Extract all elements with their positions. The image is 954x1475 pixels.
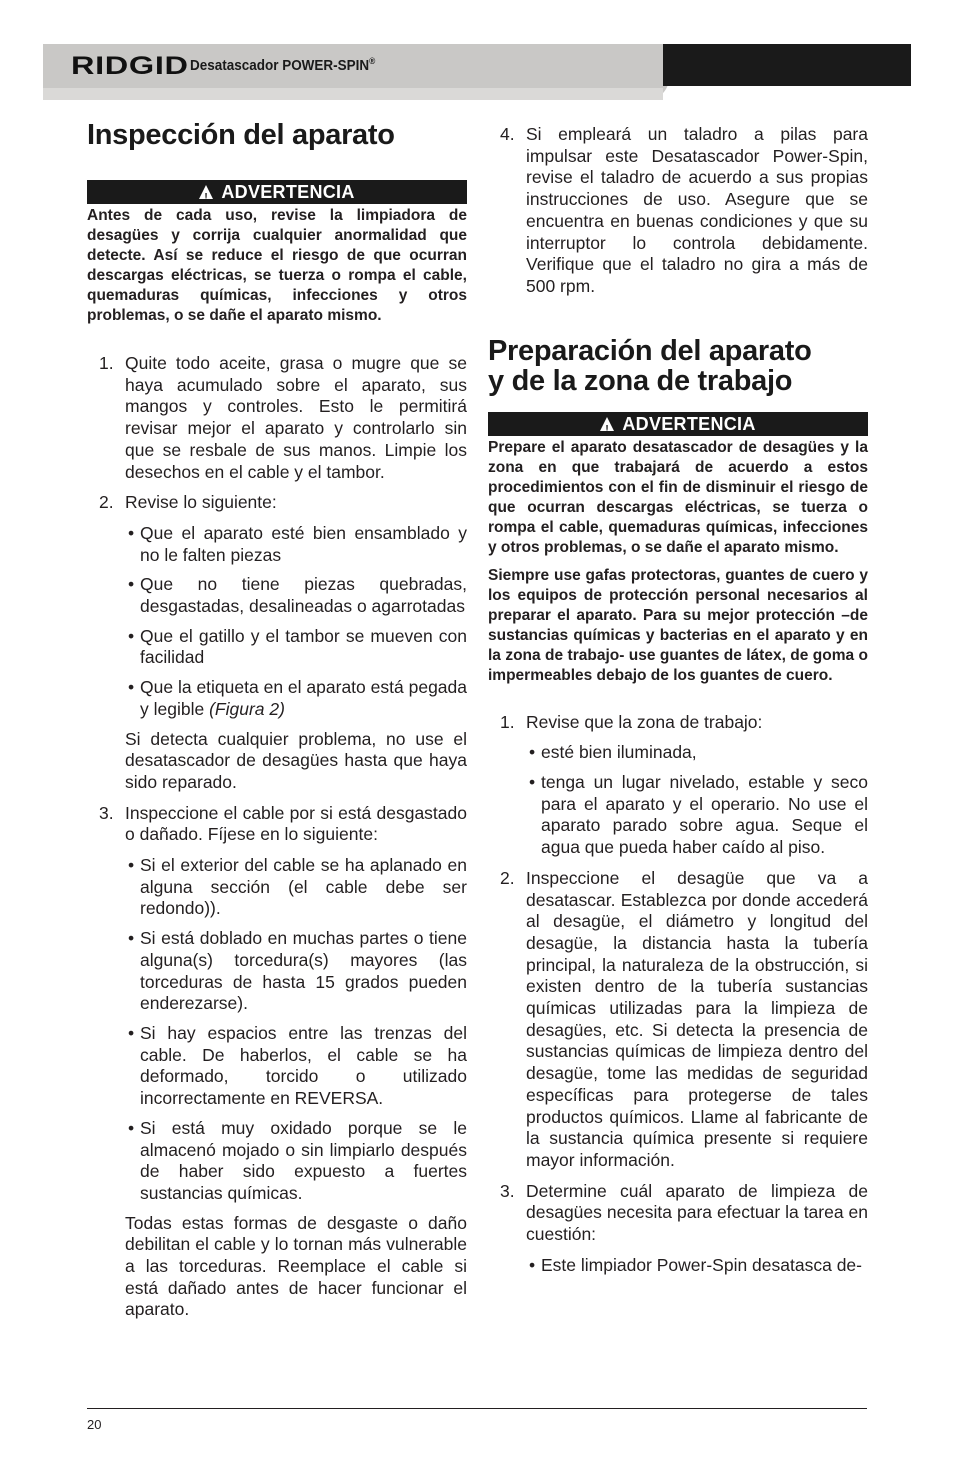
list-item-1: 1. Revise que la zona de trabajo: bbox=[500, 711, 763, 732]
warning-text: Antes de cada uso, revise la limpiadora de desagües y corrija cualquier anormalidad que detecte. Así se reduce el riesgo de que ocurran descargas eléctricas, se tuerza o rompa el cable, quemaduras químicas, infecciones y otros problemas, o se dañe el aparato mismo. bbox=[87, 207, 467, 324]
page-header bbox=[43, 44, 911, 100]
bullet-item: • Que la etiqueta en el aparato está pegada y legible (Figura 2) bbox=[128, 677, 467, 719]
item2-note: Si detecta cualquier problema, no use el desatascador de desagües hasta que haya sido reparado. bbox=[125, 728, 467, 792]
bullet-item: • Si está doblado en muchas partes o tiene alguna(s) torcedura(s) mayores (las torceduras de hasta 15 grados pueden enderezarse). bbox=[128, 928, 467, 1014]
list-item-3: 3. Inspeccione el cable por si está desgastado o dañado. Fíjese en lo siguiente: bbox=[99, 802, 467, 845]
list-item-2: 2. Revise lo siguiente: bbox=[99, 492, 277, 513]
list-item-1: 1. Quite todo aceite, grasa o mugre que se haya acumulado sobre el aparato, sus mangos y controles. Esto le permitirá revisar mejor el aparato y controlarlo sin que se resbale de sus manos. Limpie los desechos en el cable y el tambor. bbox=[99, 353, 467, 482]
bullet-item: • esté bien iluminada, bbox=[529, 742, 697, 763]
section-heading-preparacion: Preparación del aparato y de la zona de trabajo bbox=[488, 334, 812, 397]
warning-triangle-icon bbox=[199, 185, 213, 199]
warning-banner: !ADVERTENCIA bbox=[87, 180, 467, 204]
header-title: Desatascador POWER-SPIN® bbox=[190, 56, 376, 74]
bullet-item: • Este limpiador Power-Spin desatasca de- bbox=[529, 1254, 862, 1275]
figure-reference: (Figura 2) bbox=[209, 698, 285, 719]
warning-text-2: Siempre use gafas protectoras, guantes de cuero y los equipos de protección personal necesarios al preparar el aparato. Para su mejor protección –de sustancias químicas y bacterias en el aparato y en la zona de trabajo- use guantes de látex, de goma o impermeables debajo de los guantes de cuero. bbox=[488, 566, 868, 684]
header-black-block bbox=[663, 44, 911, 86]
item3-bullets bbox=[125, 855, 467, 1321]
bullet-item: • Si hay espacios entre las trenzas del cable. De haberlos, el cable se ha deformado, torcido o utilizado incorrectamente en REVERSA. bbox=[128, 1022, 467, 1109]
bullet-item: • tenga un lugar nivelado, estable y seco para el aparato y el operario. No use el aparato parado sobre agua. Seque el agua que pueda haber caído al piso. bbox=[529, 772, 868, 858]
page-number: 20 bbox=[87, 1417, 102, 1432]
item2-bullets bbox=[125, 523, 467, 794]
item3-note: Todas estas formas de desgaste o daño debilitan el cable y lo tornan más vulnerable a las torceduras. Reemplace el cable si está dañado antes de hacer funcionar el aparato. bbox=[125, 1212, 467, 1320]
footer-rule bbox=[87, 1408, 867, 1409]
item1-bullets bbox=[526, 742, 868, 859]
left-column bbox=[87, 120, 467, 1321]
warning-text-1: Prepare el aparato desatascador de desagües y la zona en que trabajará de acuerdo a estos procedimientos con el fin de disminuir el riesgo de que ocurran descargas eléctricas, se tuerza o rompa el cable, quemaduras químicas, infecciones y otros problemas, o se dañe el aparato mismo. bbox=[488, 438, 868, 556]
ridgid-logo: RIDGID bbox=[71, 52, 189, 80]
bullet-item: • Que el aparato esté bien ensamblado y no le falten piezas bbox=[128, 522, 467, 565]
header-lower-bar bbox=[43, 88, 663, 100]
warning-triangle-icon bbox=[600, 417, 614, 431]
bullet-item: • Que el gatillo y el tambor se mueven con facilidad bbox=[128, 625, 467, 668]
right-column bbox=[488, 120, 868, 1277]
bullet-item: • Que no tiene piezas quebradas, desgastadas, desalineadas o agarrotadas bbox=[128, 574, 467, 617]
list-item-3: 3. Determine cuál aparato de limpieza de desagües necesita para efectuar la tarea en cuestión: bbox=[500, 1180, 868, 1245]
list-item-4: 4. Si empleará un taladro a pilas para impulsar este Desatascador Power-Spin, revise el taladro de acuerdo a sus propias instrucciones de uso. Asegure que se encuentra en buenas condiciones y que su interruptor lo controla debidamente. Verifique que el taladro no gira a más de 500 rpm. bbox=[500, 124, 868, 296]
section-heading-inspeccion: Inspección del aparato bbox=[87, 119, 395, 151]
bullet-item: • Si el exterior del cable se ha aplanado en alguna sección (el cable debe ser redondo)). bbox=[128, 855, 467, 919]
list-item-2: 2. Inspeccione el desagüe que va a desatascar. Establezca por donde accederá al desagüe, el diámetro y longitud del desagüe, la distancia hasta la tubería principal, la naturaleza de la obstrucción, si existen dentro de la tubería sustancias químicas utilizadas para la limpieza de desagües, etc. Si detecta la presencia de sustancias químicas de limpieza dentro del desagüe, tome las medidas de seguridad específicas para protegerse de tales productos químicos. Llame al fabricante de la sustancia química presente si requiere mayor información. bbox=[500, 867, 868, 1170]
bullet-item: • Si está muy oxidado porque se le almacenó mojado o sin limpiarlo después de haber sido expuesto a fuertes sustancias químicas. bbox=[128, 1117, 467, 1203]
warning-banner: !ADVERTENCIA bbox=[488, 412, 868, 436]
item3-bullets bbox=[526, 1255, 868, 1277]
